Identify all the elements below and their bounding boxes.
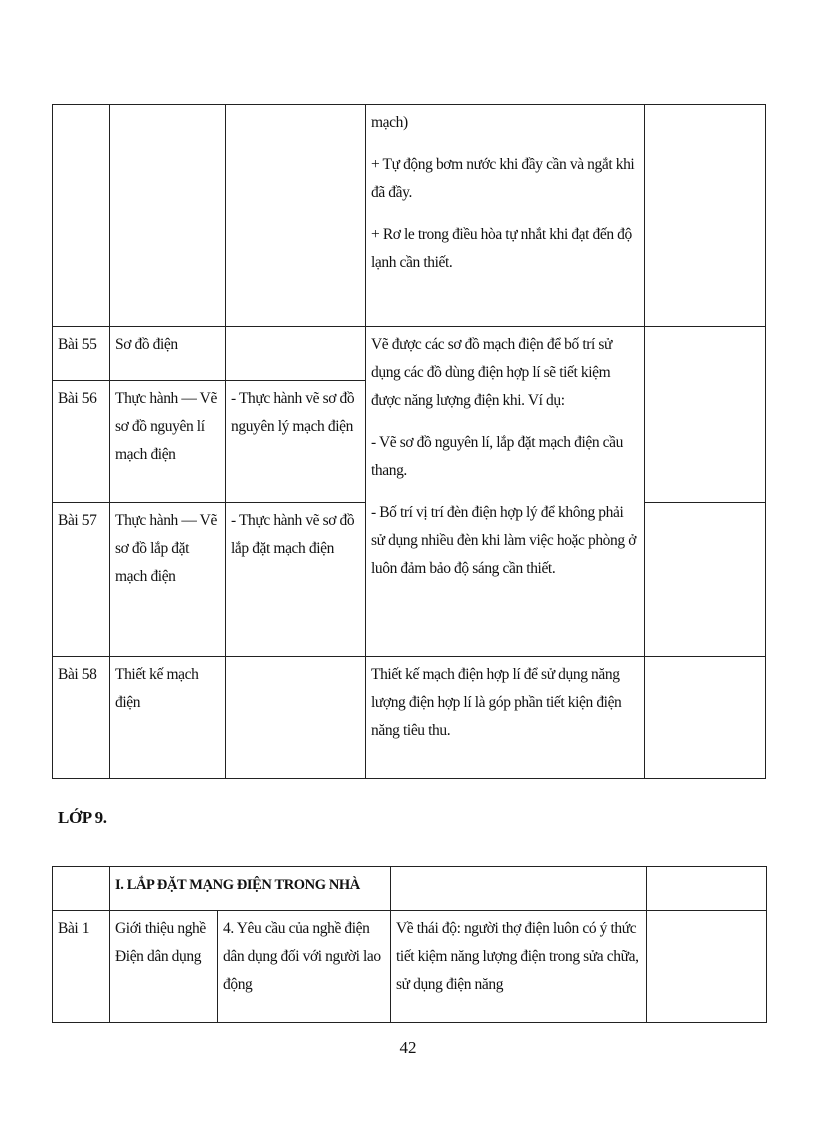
lesson-cell: Bài 58 bbox=[53, 657, 110, 779]
note-cell bbox=[645, 105, 766, 327]
table-row bbox=[53, 657, 766, 779]
title-cell: Thiết kế mạch điện bbox=[110, 657, 226, 779]
note-cell bbox=[647, 867, 767, 911]
title-cell: Thực hành — Vẽ sơ đồ lắp đặt mạch điện bbox=[110, 503, 226, 657]
goal-line: - Bố trí vị trí đèn điện hợp lý để không phải sử dụng nhiều đèn khi làm việc hoặc phòng ở luôn đảm bảo độ sáng cần thiết. bbox=[371, 504, 636, 577]
title-cell: Giới thiệu nghề Điện dân dụng bbox=[110, 911, 218, 1023]
title-cell: Thực hành — Vẽ sơ đồ nguyên lí mạch điện bbox=[110, 381, 226, 503]
lesson-cell: Bài 55 bbox=[53, 327, 110, 381]
table-row bbox=[53, 327, 766, 381]
page-number: 42 bbox=[399, 1038, 417, 1057]
table-row bbox=[53, 105, 766, 327]
lesson-table-grade8 bbox=[52, 104, 766, 779]
content-cell: - Thực hành vẽ sơ đồ nguyên lý mạch điện bbox=[226, 381, 366, 503]
goal-line: - Vẽ sơ đồ nguyên lí, lắp đặt mạch điện cầu thang. bbox=[371, 434, 623, 479]
lesson-cell: Bài 1 bbox=[53, 911, 110, 1023]
note-cell bbox=[645, 503, 766, 657]
table-row bbox=[53, 867, 767, 911]
content-cell bbox=[226, 657, 366, 779]
content-cell: - Thực hành vẽ sơ đồ lắp đặt mạch điện bbox=[226, 503, 366, 657]
note-cell bbox=[645, 657, 766, 779]
title-cell bbox=[110, 105, 226, 327]
content-cell bbox=[226, 105, 366, 327]
goal-line: + Rơ le trong điều hòa tự nhắt khi đạt đến độ lạnh cần thiết. bbox=[371, 226, 632, 271]
goal-cell: Về thái độ: người thợ điện luôn có ý thức tiết kiệm năng lượng điện trong sửa chữa, sử dụng điện năng bbox=[391, 911, 647, 1023]
content-cell: 4. Yêu cầu của nghề điện dân dụng đối với người lao động bbox=[218, 911, 391, 1023]
table-row bbox=[53, 911, 767, 1023]
grade-heading: LỚP 9. bbox=[58, 808, 107, 827]
goal-cell: Thiết kế mạch điện hợp lí để sử dụng năng lượng điện hợp lí là góp phần tiết kiện điện năng tiêu thu. bbox=[366, 657, 645, 779]
lesson-cell bbox=[53, 867, 110, 911]
lesson-cell: Bài 57 bbox=[53, 503, 110, 657]
goal-cell bbox=[391, 867, 647, 911]
lesson-cell bbox=[53, 105, 110, 327]
note-cell bbox=[645, 327, 766, 503]
section-title: I. LẮP ĐẶT MẠNG ĐIỆN TRONG NHÀ bbox=[110, 867, 391, 911]
goal-line: Vẽ được các sơ đồ mạch điện để bố trí sử dụng các đồ dùng điện hợp lí sẽ tiết kiệm được năng lượng điện khi. Ví dụ: bbox=[371, 336, 613, 409]
content-cell bbox=[226, 327, 366, 381]
lesson-cell: Bài 56 bbox=[53, 381, 110, 503]
note-cell bbox=[647, 911, 767, 1023]
goal-cell bbox=[366, 105, 645, 327]
goal-line: mạch) bbox=[371, 114, 408, 131]
title-cell: Sơ đồ điện bbox=[110, 327, 226, 381]
lesson-table-grade9 bbox=[52, 866, 767, 1023]
goal-cell bbox=[366, 327, 645, 657]
goal-line: + Tự động bơm nước khi đầy cần và ngắt khi đã đầy. bbox=[371, 156, 635, 201]
